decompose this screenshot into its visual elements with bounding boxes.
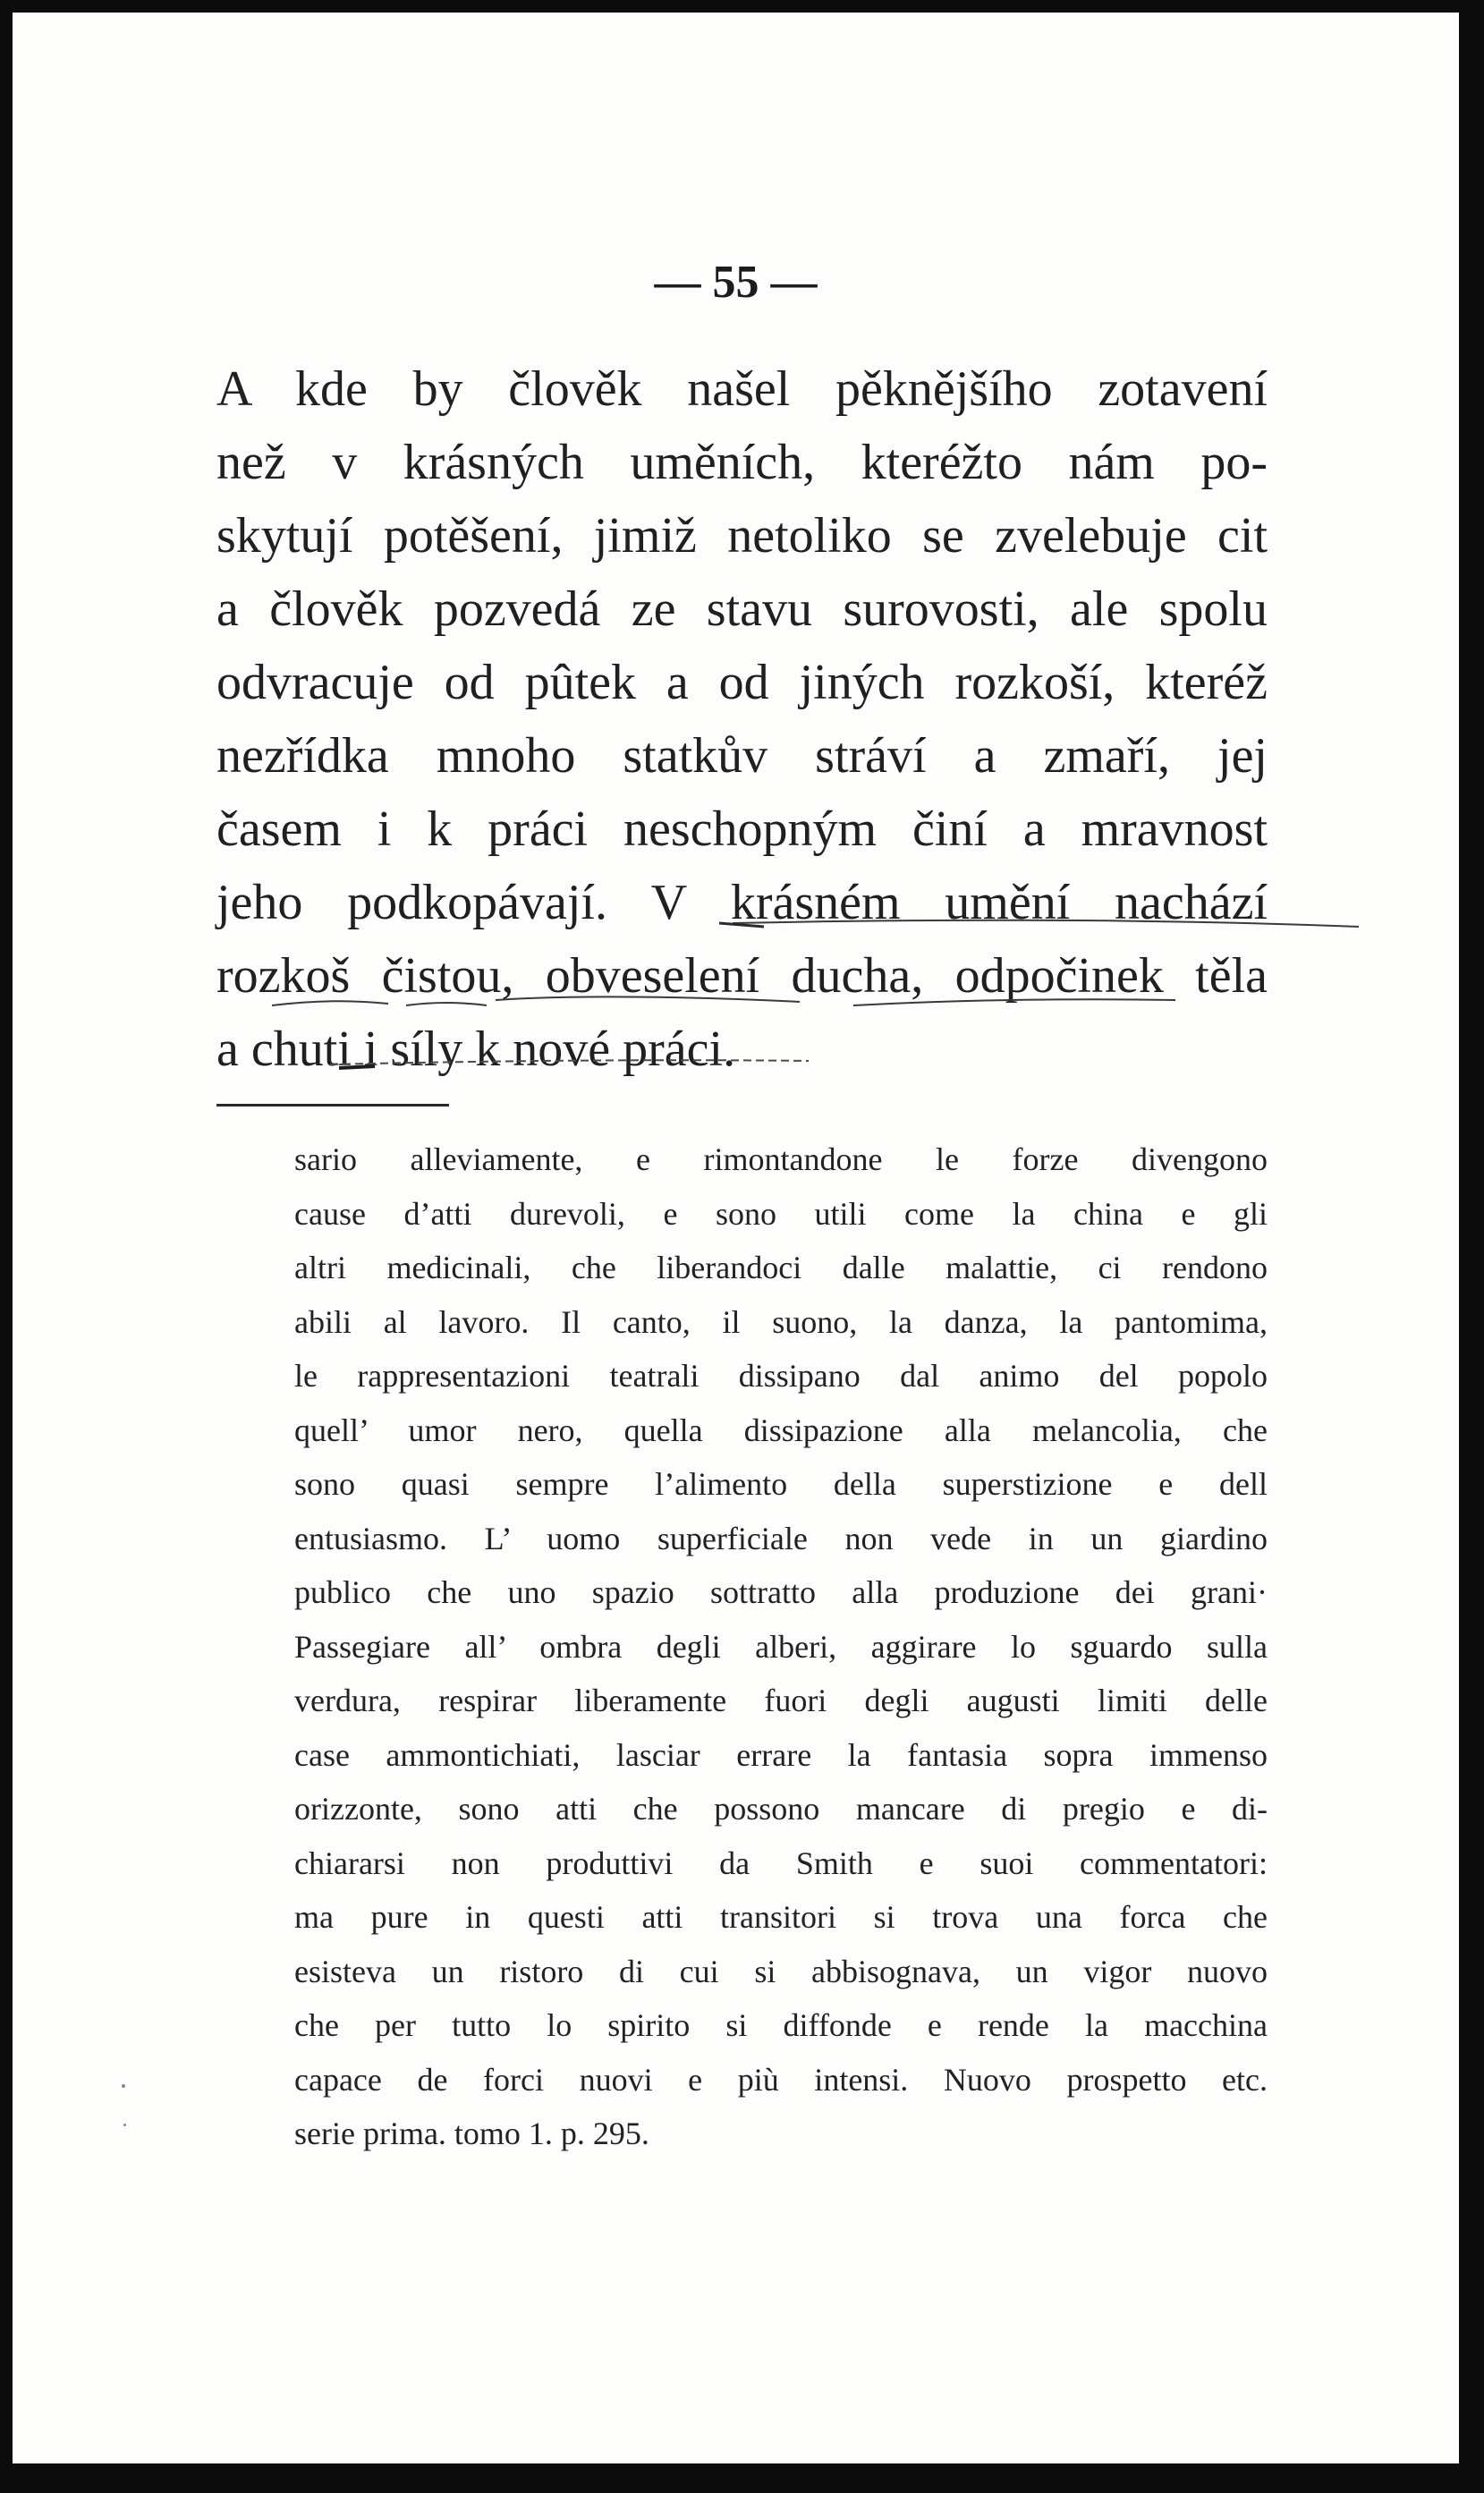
footnote-line: Passegiare all’ ombra degli alberi, aggirare lo sguardo sulla [294, 1628, 1268, 1665]
footnote-line: entusiasmo. L’ uomo superficiale non vede in un giardino [294, 1520, 1268, 1556]
footnote-line: verdura, respirar liberamente fuori degli augusti limiti delle [294, 1683, 1268, 1718]
footnote-line: esisteva un ristoro di cui si abbisognava, un vigor nuovo [294, 1953, 1268, 1989]
main-line: jeho podkopávají. V krásném umění nachází [216, 875, 1268, 930]
paper-speck [122, 2084, 125, 2088]
main-line: než v krásných uměních, kteréžto nám po- [216, 435, 1268, 490]
main-line: a člověk pozvedá ze stavu surovosti, ale spolu [216, 581, 1268, 637]
main-paragraph [216, 352, 1268, 1086]
main-line: skytují potěšení, jimiž netoliko se zvelebuje cit [216, 508, 1268, 564]
page-number: — 55 — [654, 257, 818, 308]
footnote-text [294, 1132, 1268, 2161]
footnote-line: che per tutto lo spirito si diffonde e rende la macchina [294, 2007, 1268, 2043]
footnote-line: sario alleviamente, e rimontandone le forze divengono [294, 1141, 1268, 1177]
footnote-line: quell’ umor nero, quella dissipazione alla melancolia, che [294, 1412, 1268, 1448]
main-line: rozkoš čistou, obveselení ducha, odpočinek těla [216, 948, 1268, 1004]
main-line: odvracuje od pûtek a od jiných rozkoší, kteréž [216, 655, 1268, 710]
main-line: nezřídka mnoho statkův stráví a zmaří, jej [216, 728, 1268, 784]
footnote-line: case ammontichiati, lasciar errare la fantasia sopra immenso [294, 1736, 1268, 1773]
main-line: a chuti i síly k nové práci. [216, 1022, 736, 1077]
book-page [13, 13, 1459, 2463]
footnote-line: cause d’atti durevoli, e sono utili come la china e gli [294, 1195, 1268, 1232]
footnote-line: publico che uno spazio sottratto alla produzione dei grani· [294, 1574, 1268, 1610]
main-line: časem i k práci neschopným činí a mravnost [216, 801, 1268, 857]
footnote-line: chiararsi non produttivi da Smith e suoi commentatori: [294, 1844, 1268, 1881]
footnote-line: capace de forci nuovi e più intensi. Nuovo prospetto etc. [294, 2061, 1268, 2098]
footnote-separator [216, 1104, 449, 1107]
main-line: A kde by člověk našel pěknějšího zotavení [216, 361, 1268, 417]
footnote-line: le rappresentazioni teatrali dissipano dal animo del popolo [294, 1358, 1268, 1394]
footnote-line: orizzonte, sono atti che possono mancare di pregio e di- [294, 1791, 1268, 1827]
footnote-line: sono quasi sempre l’alimento della superstizione e dell [294, 1466, 1268, 1502]
footnote-line: altri medicinali, che liberandoci dalle malattie, ci rendono [294, 1250, 1268, 1285]
footnote-line: ma pure in questi atti transitori si trova una forca che [294, 1899, 1268, 1935]
footnote-line: abili al lavoro. Il canto, il suono, la danza, la pantomima, [294, 1303, 1268, 1340]
paper-speck [123, 2124, 126, 2126]
footnote-line: serie prima. tomo 1. p. 295. [294, 2116, 649, 2151]
